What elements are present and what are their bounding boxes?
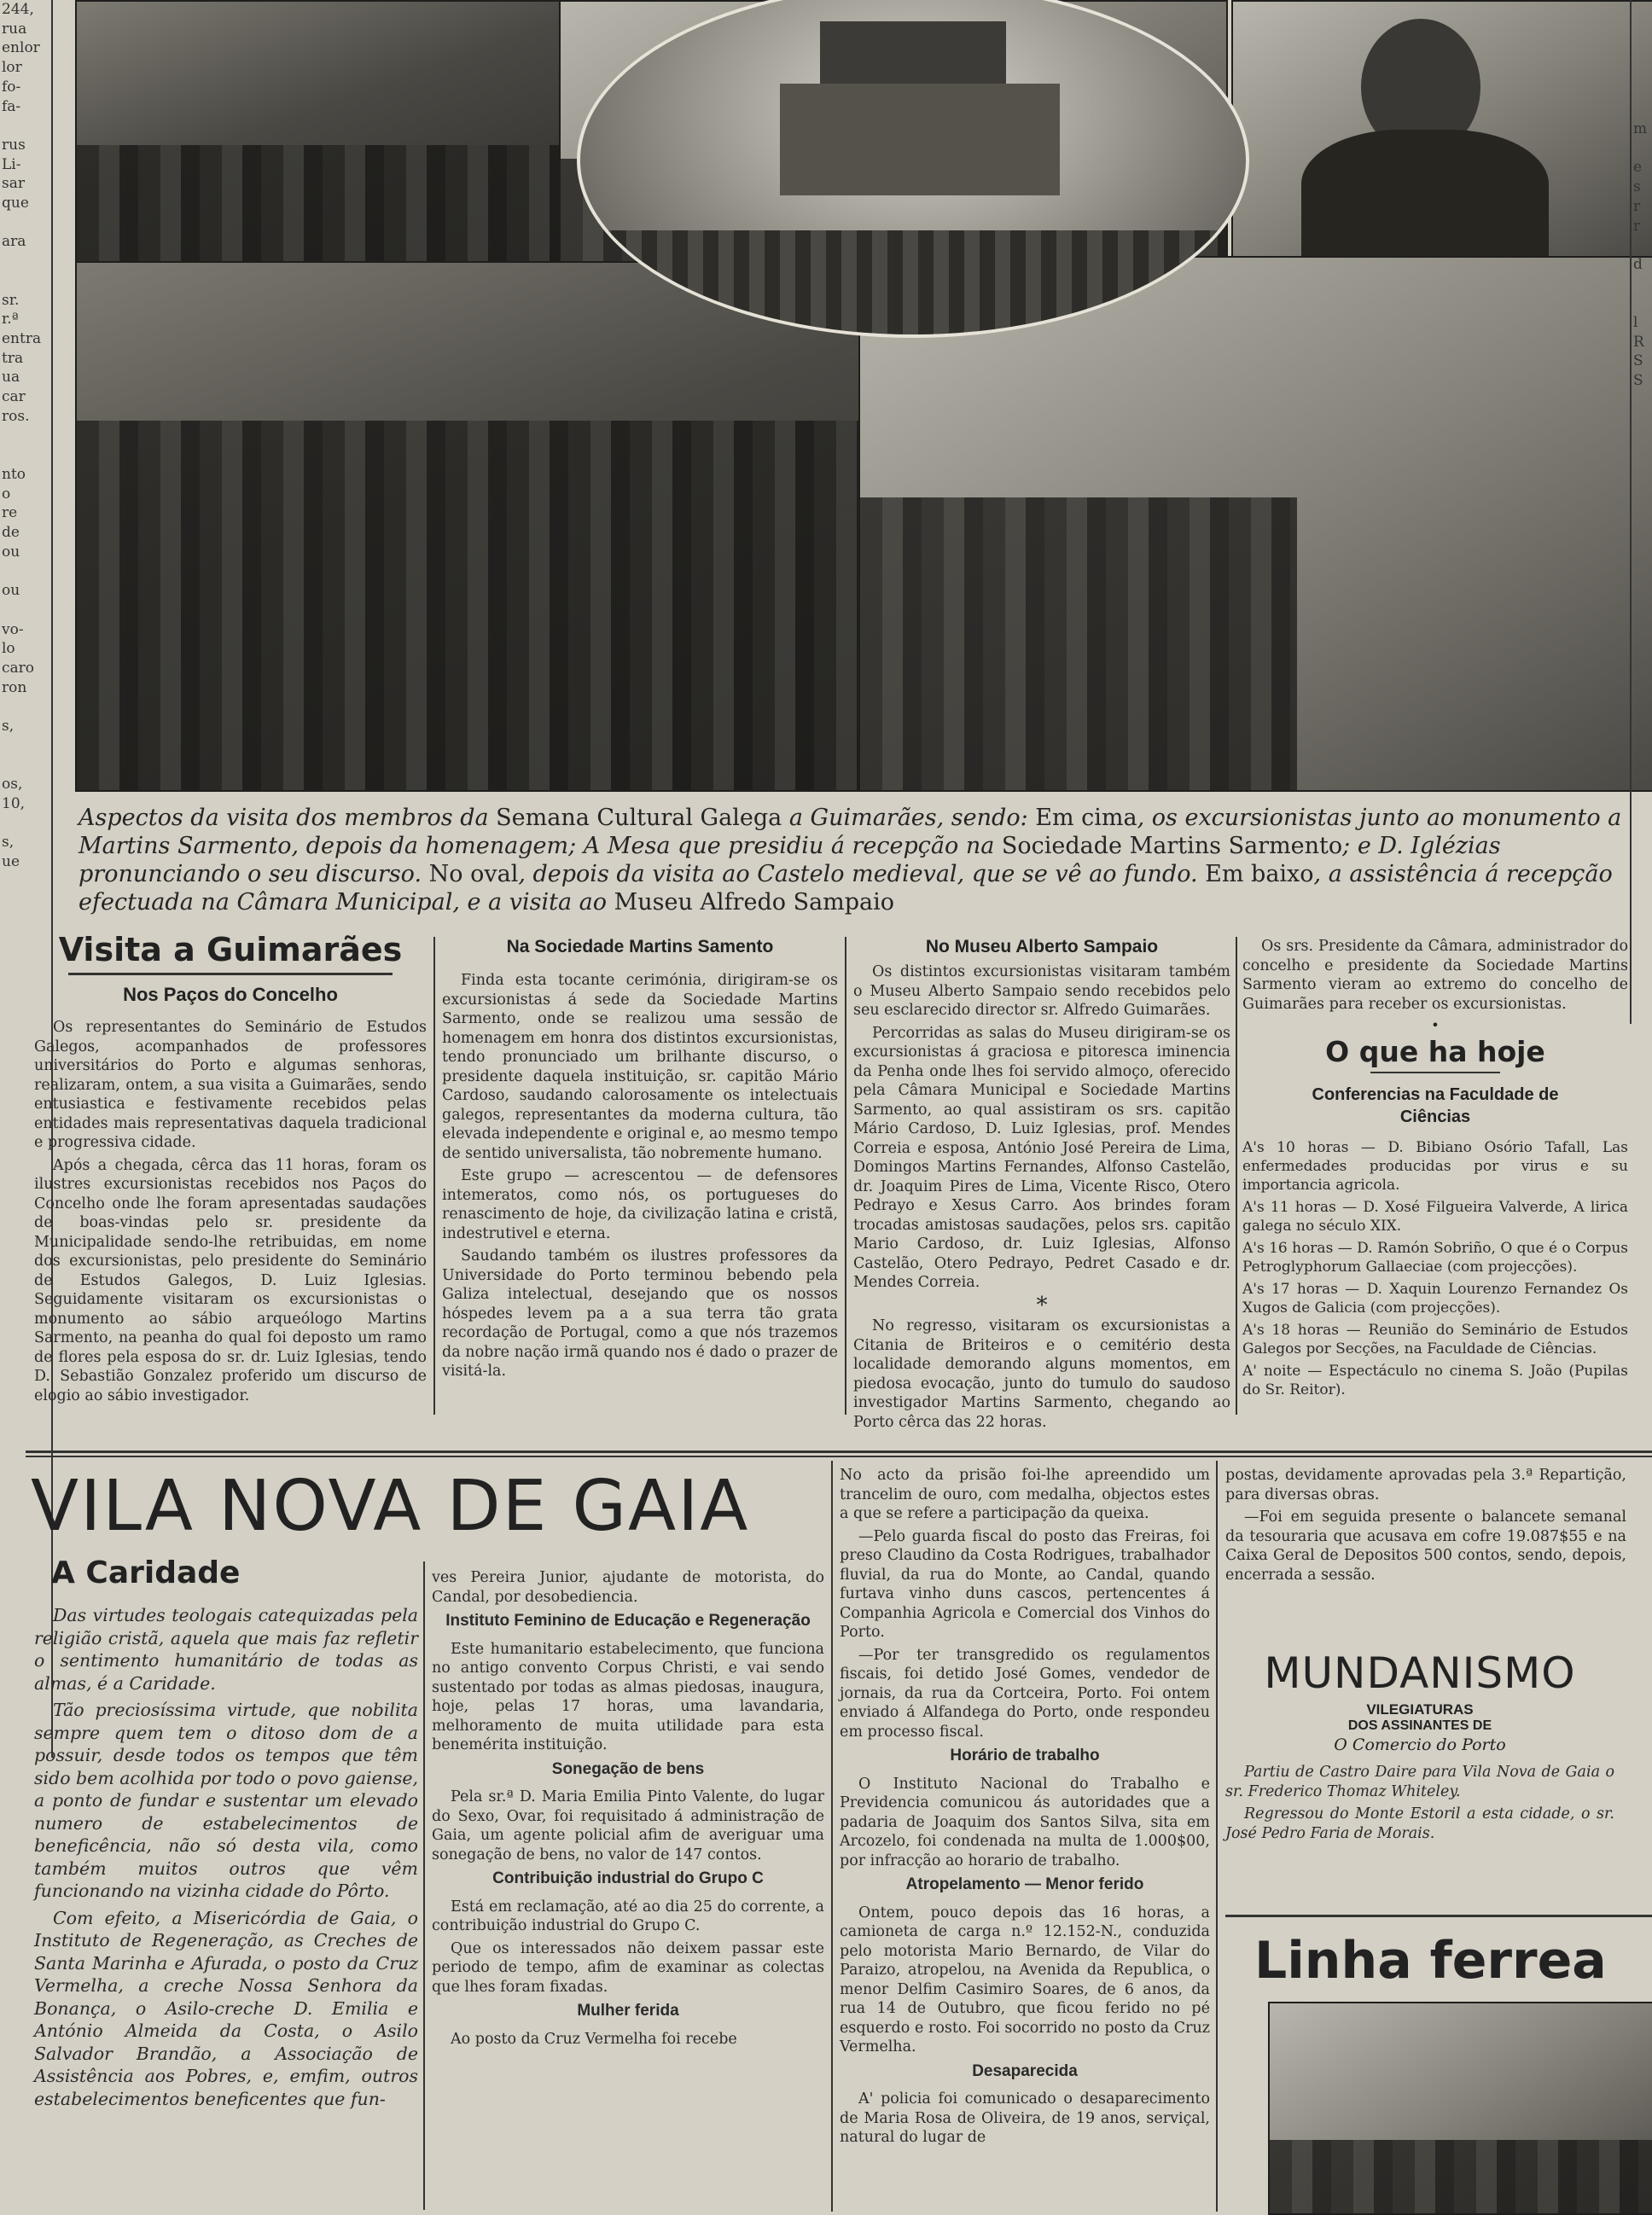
photo-monument-crowd [75,0,563,265]
assinantes-label: DOS ASSINANTES DE [1347,1718,1492,1733]
photo-railway [1268,2002,1652,2215]
paragraph: Está em reclamação, até ao dia 25 do corrente, a contribuição industrial do Grupo C. [432,1898,824,1934]
photo-castle-oval [577,0,1249,338]
section-title-vila-nova-de-gaia: VILA NOVA DE GAIA [31,1466,750,1547]
section-heading: Mulher ferida [577,2002,679,2020]
paragraph: Após a chegada, cêrca das 11 horas, foram os ilustres excursionistas recebidos nos Paços do Concelho onde lhe foram apresentadas saudações de boas-vindas pelo sr. presidente da Municipalidade sendo-lhe retribuidas, em nome dos excursionistas, pelo presidente do Seminário de Estudos Galegos, D. Luiz Iglesias. Seguidamente visitaram os excursionistas o monumento ao sábio arqueólogo Martins Sarmento, na peanha do qual foi deposto um ramo de flores pela esposa do sr. dr. Luiz Iglesias, tendo D. Sebastião Gonzalez proferido um discurso de elogio ao sábio investigador. [34,1156,427,1404]
section-heading: No Museu Alberto Sampaio [925,937,1159,956]
paragraph: Que os interessados não deixem passar este periodo de tempo, afim de examinar as colectas que lhes foram fixadas. [432,1939,824,1996]
article-gaia-noticias-3 [1225,1466,1626,1588]
article-sociedade-martins-sarmento [442,937,838,1385]
paragraph: Os distintos excursionistas visitaram também o Museu Alberto Sampaio sendo recebidos pelo seu esclarecido director sr. Alfredo Guimarães. [853,963,1230,1019]
article-title: A Caridade [51,1555,241,1590]
paragraph: Pela sr.ª D. Maria Emilia Pinto Valente, do lugar do Sexo, Ovar, foi requisitado á administração de Gaia, um agente policial afim de averiguar uma sonegação de bens, no valor de 147 contos. [432,1788,824,1863]
mundanismo-title: MUNDANISMO [1264,1648,1576,1698]
mundanismo-box [1225,1648,1614,1846]
paragraph: —Foi em seguida presente o balancete semanal da tesouraria que acusava em cofre 19.087$55 e na Caixa Geral de Depositos 500 contos, sendo, depois, encerrada a sessão. [1225,1509,1626,1584]
paragraph: Com efeito, a Misericórdia de Gaia, o Instituto de Regeneração, as Creches de Santa Marinha e Afurada, o posto da Cruz Vermelha, a creche Nossa Senhora da Bonança, o Asilo-creche D. Emilia e António Almeida da Costa, o Asilo Salvador Brandão, a Associação de Assistência aos Pobres, e, emfim, outros estabelecimentos beneficentes que fun- [34,1907,418,2109]
paragraph: —Por ter transgredido os regulamentos fiscais, foi detido José Gomes, vendedor de jornais, da rua da Cortceira, Porto. Foi ontem enviado á Alfandega do Porto, onde respondeu em processo fiscal. [840,1646,1210,1741]
section-heading: Conferencias na Faculdade de Ciências [1312,1085,1559,1126]
ornament: • [1431,1017,1440,1033]
section-heading: Na Sociedade Martins Samento [506,937,774,956]
section-heading: Desaparecida [972,2061,1078,2080]
paragraph: Partiu de Castro Daire para Vila Nova de Gaia o sr. Frederico Thomaz Whiteley. [1225,1764,1614,1800]
schedule-item: A' noite — Espectáculo no cinema S. João (Pupilas do Sr. Reitor). [1242,1363,1628,1398]
article-gaia-noticias-2 [840,1466,1210,2151]
paragraph: —Pelo guarda fiscal do posto das Freiras, foi preso Claudino da Costa Rodrigues, trabalhador fluvial, da rua do Monte, ao Candal, quando furtava vinho duns cascos, pertencentes á Companhia Agricola e Comercial dos Vinhos do Porto. [840,1527,1210,1641]
separator-star: * [1036,1292,1048,1318]
article-title-linha-ferrea: Linha ferrea [1254,1931,1607,1991]
article-gaia-noticias-1 [432,1568,824,2052]
schedule-item: A's 18 horas — Reunião do Seminário de Estudos Galegos por Secções, na Faculdade de Ciências. [1242,1322,1628,1357]
article-title: Visita a Guimarães [58,931,403,968]
paragraph: Ontem, pouco depois das 16 horas, a camioneta de carga n.º 12.152-N., conduzida pelo motorista Mario Bernardo, de Vilar do Paraizo, atropelou, na Avenida da Republica, o menor Delfim Casimiro Soares, de 6 anos, da rua 14 de Outubro, que ficou ferido no pé esquerdo e rosto. Foi socorrido no posto da Cruz Vermelha. [840,1904,1210,2055]
paragraph: Finda esta tocante cerimónia, dirigiram-se os excursionistas á sede da Sociedade Martins Sarmento, onde se realizou uma sessão de homenagem em honra dos distintos excursionistas, tendo pronunciado um brilhante discurso, o presidente daquela instituição, sr. capitão Mário Cardoso, saudando calorosamente os intelectuais galegos, representantes da moderna cultura, tão elevada independente e original e, ao mesmo tempo de sentido universalista, tão nobremente humano. [442,972,838,1162]
photo-museum-visit [858,256,1652,792]
article-museu-alberto-sampaio [853,937,1230,1435]
paragraph: Regressou do Monte Estoril a esta cidade, o sr. José Pedro Faria de Morais. [1225,1805,1614,1842]
paragraph: A' policia foi comunicado o desaparecimento de Maria Rosa de Oliveira, de 19 anos, serviçal, natural do lugar de [840,2090,1210,2146]
paragraph: No regresso, visitaram os excursionistas a Citania de Briteiros e o cemitério desta localidade demorando alguns momentos, em piedosa evocação, junto do tumulo do saudoso investigador Martins Sarmento, chegando ao Porto cêrca das 22 horas. [853,1317,1230,1431]
photo-speaker-portrait [1231,0,1652,259]
paragraph: Ao posto da Cruz Vermelha foi recebe [451,2030,737,2048]
section-heading: Atropelamento — Menor ferido [905,1875,1144,1893]
article-title: O que ha hoje [1325,1035,1545,1068]
paragraph: Este grupo — acrescentou — de defensores intemeratos, como nós, os portugueses do renascimento de hoje, da civilização latina e cristã, indestrutivel e eterna. [442,1167,838,1242]
article-o-que-ha-hoje [1242,937,1628,1403]
paragraph: Os representantes do Seminário de Estudos Galegos, acompanhados de professores universitários do Porto e algumas senhoras, realizaram, ontem, a sua visita a Guimarães, sendo entusiastica e festivamente recebidos pelas entidades mais representativas daquela tradicional e progressiva cidade. [34,1019,427,1151]
newspaper-name: O Comercio do Porto [1334,1735,1506,1754]
article-visita-guimaraes [34,930,427,1409]
photo-caption: Aspectos da visita dos membros da Semana Cultural Galega a Guimarães, sendo: Em cima, os excursionistas junto ao monumento a Martins Sarmento, depois da homenagem; A Mesa que presidiu á recepção na Sociedade Martins Sarmento; e D. Iglézias pronunciando o seu discurso. No oval, depois da visita ao Castelo medieval, que se vê ao fundo. Em baixo, a assistência á recepção efectuada na Câmara Municipal, e a visita ao Museu Alfredo Sampaio [79,805,1622,916]
paragraph: postas, devidamente aprovadas pela 3.ª Repartição, para diversas obras. [1225,1467,1626,1503]
paragraph: Este humanitario estabelecimento, que funciona no antigo convento Corpus Christi, e vai sendo sustentado por todas as almas piedosas, inaugura, hoje, pelas 17 horas, uma lavandaria, melhoramento de muita utilidade para esta benemérita instituição. [432,1640,824,1753]
schedule-item: A's 10 horas — D. Bibiano Osório Tafall, Las enfermedades producidas por virus e su importancia agricola. [1242,1139,1628,1194]
schedule-item: A's 16 horas — D. Ramón Sobriño, O que é o Corpus Petroglyphorum Gallaeciae (com projecções). [1242,1240,1628,1276]
section-heading: Sonegação de bens [551,1759,705,1778]
paragraph: Percorridas as salas do Museu dirigiram-se os excursionistas á graciosa e pitoresca iminencia da Penha onde lhes foi servido almoço, oferecido pela Câmara Municipal e Sociedade Martins Sarmento, ao qual assistiram os srs. capitão Mário Cardoso, D. Luiz Iglesias, prof. Mendes Correia e esposa, António José Pereira de Lima, Domingos Martins Fernandes, Alfonso Castelão, dr. Joaquim Pires de Lima, Vicente Risco, Otero Pedrayo e Xesus Carro. Aos brindes foram trocadas amistosas saudações, pelos srs. capitão Mario Cardoso, dr. Luiz Iglesias, Alfonso Castelão, Otero Pedrayo, Pedret Casado e dr. Mendes Correia. [853,1024,1230,1291]
paragraph: No acto da prisão foi-lhe apreendido um trancelim de ouro, com medalha, objectos estes a que se refere a participação da queixa. [840,1467,1210,1522]
paragraph: Saudando também os ilustres professores da Universidade do Porto terminou bebendo pela Galiza intelectual, desejando que os nossos hóspedes levem pa a a sua terra tão grata recordação de Portugal, como a que nós trazemos da nobre nação irmã quando nos é dado o prazer de visitá-la. [442,1247,838,1380]
schedule-item: A's 17 horas — D. Xaquin Lourenzo Fernandez Os Xugos de Galicia (com projecções). [1242,1281,1628,1317]
right-margin-fragments: m e s r r d l R S S [1633,120,1648,390]
section-heading: Horário de trabalho [950,1747,1100,1764]
paragraph: Tão preciosíssima virtude, que nobilita sempre quem tem o ditoso dom de a possuir, desde todos os tempos que têm sido bem acolhida por todo o povo gaiense, a ponto de fundar e sustentar um elevado numero de estabelecimentos de beneficência, não só desta vila, como também muitos outros que vêm funcionando na vizinha cidade do Pôrto. [34,1700,418,1901]
article-a-caridade [34,1555,418,2114]
paragraph: Das virtudes teologais catequizadas pela religião cristã, aquela que mais faz refletir o sentimento humanitário de todas as almas, é a Caridade. [34,1605,418,1694]
schedule-item: A's 11 horas — D. Xosé Filgueira Valverde, A lirica galega no século XIX. [1242,1199,1628,1235]
section-heading: Instituto Feminino de Educação e Regeneração [445,1612,811,1630]
paragraph: Os srs. Presidente da Câmara, administrador do concelho e presidente da Sociedade Martins Sarmento vieram ao extremo do concelho de Guimarães para receber os excursionistas. [1242,938,1628,1013]
paragraph: ves Pereira Junior, ajudante de motorista, do Candal, por desobediencia. [432,1569,824,1606]
section-heading: Contribuição industrial do Grupo C [492,1869,764,1887]
paragraph: O Instituto Nacional do Trabalho e Previdencia comunicou ás autoridades que a padaria de Joaquim dos Santos Silva, sita em Arcozelo, foi condenada na multa de 1.000$00, por infracção ao horario de trabalho. [840,1775,1210,1869]
left-margin-fragments: 244, rua enlor lor fo- fa- rus Li- sar que ara sr. r.ª entra tra ua car ros. nto o re de ou ou vo- lo caro ron s, os, 10, s, ue [2,1,42,870]
vilegiaturas-label: VILEGIATURAS [1366,1701,1474,1718]
section-heading: Nos Paços do Concelho [123,984,338,1005]
photo-town-hall-audience [75,261,862,792]
